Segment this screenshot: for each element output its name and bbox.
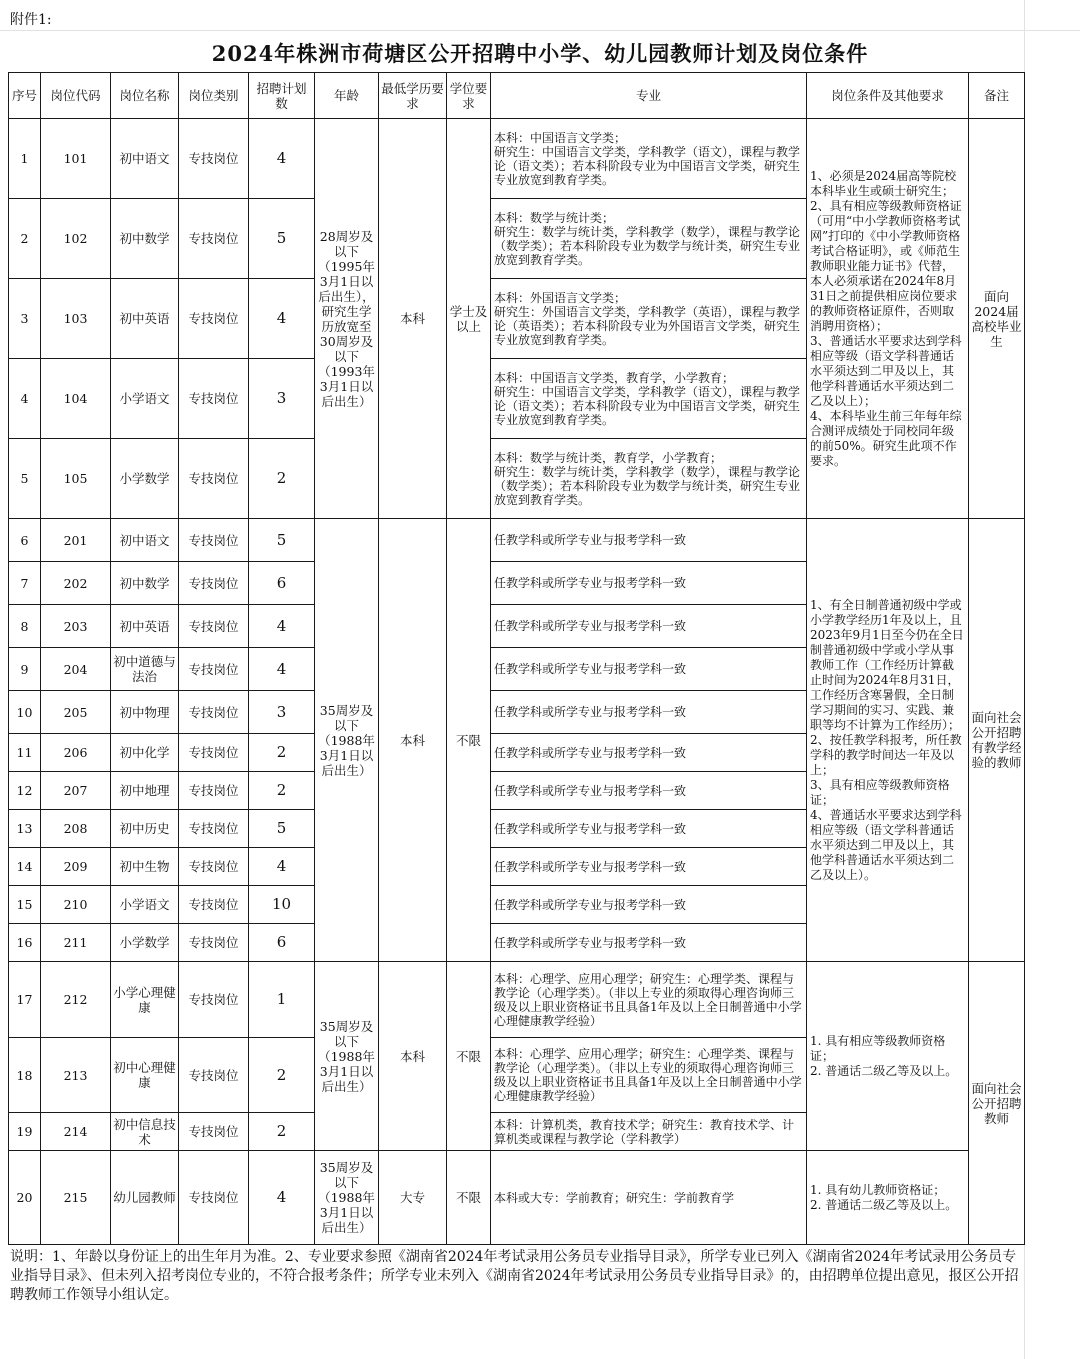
- education-cell: 大专: [379, 1151, 447, 1245]
- major-cell: 任教学科或所学专业与报考学科一致: [491, 691, 807, 734]
- code-cell: 207: [41, 772, 111, 810]
- seq-cell: 10: [9, 691, 41, 734]
- footnote: 说明：1、年龄以身份证上的出生年月为准。2、专业要求参照《湖南省2024年考试录用公务员专业指导目录》，所学专业已列入《湖南省2024年考试录用公务员专业指导目录》、但未列入招考岗位专业的，不符合报考条件；所学专业未列入《湖南省2024年考试录用公务员专业指导目录》的，由招聘单位提出意见，报区公开招聘教师工作领导小组认定。: [10, 1249, 1019, 1303]
- name-cell: 初中心理健康: [111, 1038, 179, 1113]
- code-cell: 211: [41, 924, 111, 962]
- name-cell: 初中数学: [111, 562, 179, 605]
- recruitment-table: [8, 72, 1025, 1245]
- seq-cell: 18: [9, 1038, 41, 1113]
- table-row: [9, 519, 1025, 562]
- header-category: 岗位类别: [179, 73, 249, 119]
- name-cell: 初中语文: [111, 519, 179, 562]
- count-cell: 2: [249, 772, 315, 810]
- seq-cell: 7: [9, 562, 41, 605]
- major-cell: 本科或大专：学前教育；研究生：学前教育学: [491, 1151, 807, 1245]
- seq-cell: 11: [9, 734, 41, 772]
- table-row: [9, 962, 1025, 1038]
- code-cell: 102: [41, 199, 111, 279]
- header-count: 招聘计划数: [249, 73, 315, 119]
- education-cell: 本科: [379, 962, 447, 1151]
- major-cell: 任教学科或所学专业与报考学科一致: [491, 810, 807, 848]
- category-cell: 专技岗位: [179, 279, 249, 359]
- count-cell: 4: [249, 605, 315, 648]
- name-cell: 初中物理: [111, 691, 179, 734]
- category-cell: 专技岗位: [179, 199, 249, 279]
- code-cell: 103: [41, 279, 111, 359]
- header-major: 专业: [491, 73, 807, 119]
- major-cell: 任教学科或所学专业与报考学科一致: [491, 848, 807, 886]
- count-cell: 5: [249, 519, 315, 562]
- count-cell: 3: [249, 691, 315, 734]
- major-cell: 任教学科或所学专业与报考学科一致: [491, 648, 807, 691]
- code-cell: 214: [41, 1113, 111, 1151]
- count-cell: 6: [249, 924, 315, 962]
- category-cell: 专技岗位: [179, 605, 249, 648]
- category-cell: 专技岗位: [179, 1113, 249, 1151]
- name-cell: 初中数学: [111, 199, 179, 279]
- code-cell: 104: [41, 359, 111, 439]
- header-degree: 学位要求: [447, 73, 491, 119]
- major-cell: 任教学科或所学专业与报考学科一致: [491, 562, 807, 605]
- code-cell: 208: [41, 810, 111, 848]
- category-cell: 专技岗位: [179, 1151, 249, 1245]
- header-name: 岗位名称: [111, 73, 179, 119]
- count-cell: 4: [249, 1151, 315, 1245]
- attachment-label: 附件1:: [10, 12, 52, 28]
- major-cell: 本科：数学与统计类，教育学，小学教育； 研究生：数学与统计类，学科教学（数学），课程与教学论（数学类）；若本科阶段专业为数学与统计类，研究生专业放宽到教育学类。: [491, 439, 807, 519]
- count-cell: 2: [249, 439, 315, 519]
- major-cell: 任教学科或所学专业与报考学科一致: [491, 605, 807, 648]
- remark-cell: 面向社会公开招聘有教学经验的教师: [969, 519, 1025, 962]
- count-cell: 4: [249, 848, 315, 886]
- count-cell: 4: [249, 119, 315, 199]
- count-cell: 4: [249, 648, 315, 691]
- category-cell: 专技岗位: [179, 1038, 249, 1113]
- conditions-cell: 1. 具有相应等级教师资格证； 2. 普通话二级乙等及以上。: [807, 962, 969, 1151]
- category-cell: 专技岗位: [179, 924, 249, 962]
- grid-line: [0, 30, 1080, 31]
- count-cell: 5: [249, 199, 315, 279]
- degree-cell: 不限: [447, 962, 491, 1151]
- seq-cell: 5: [9, 439, 41, 519]
- category-cell: 专技岗位: [179, 962, 249, 1038]
- name-cell: 初中道德与法治: [111, 648, 179, 691]
- category-cell: 专技岗位: [179, 119, 249, 199]
- count-cell: 5: [249, 810, 315, 848]
- age-cell: 35周岁及以下（1988年3月1日以后出生）: [315, 519, 379, 962]
- age-cell: 28周岁及以下（1995年3月1日以后出生），研究生学历放宽至30周岁及以下（1993年3月1日以后出生）: [315, 119, 379, 519]
- code-cell: 105: [41, 439, 111, 519]
- seq-cell: 17: [9, 962, 41, 1038]
- category-cell: 专技岗位: [179, 562, 249, 605]
- seq-cell: 15: [9, 886, 41, 924]
- seq-cell: 1: [9, 119, 41, 199]
- code-cell: 101: [41, 119, 111, 199]
- count-cell: 2: [249, 734, 315, 772]
- seq-cell: 3: [9, 279, 41, 359]
- seq-cell: 2: [9, 199, 41, 279]
- name-cell: 幼儿园教师: [111, 1151, 179, 1245]
- header-code: 岗位代码: [41, 73, 111, 119]
- seq-cell: 4: [9, 359, 41, 439]
- code-cell: 204: [41, 648, 111, 691]
- seq-cell: 8: [9, 605, 41, 648]
- table-body: [9, 119, 1025, 1245]
- conditions-cell: 1、有全日制普通初级中学或小学教学经历1年及以上，且2023年9月1日至今仍在全日制普通初级中学或小学从事教师工作（工作经历计算截止时间为2024年8月31日，工作经历含寒暑假，全日制学习期间的实习、实践、兼职等均不计算为工作经历）； 2、按任教学科报考，所任教学科的教学时间达一年及以上； 3、具有相应等级教师资格证； 4、普通话水平要求达到学科相应等级（语文学科普通话水平须达到二甲及以上，其他学科普通话水平须达到二乙及以上）。: [807, 519, 969, 962]
- seq-cell: 6: [9, 519, 41, 562]
- category-cell: 专技岗位: [179, 359, 249, 439]
- name-cell: 小学心理健康: [111, 962, 179, 1038]
- header-row: [9, 73, 1025, 119]
- count-cell: 10: [249, 886, 315, 924]
- major-cell: 任教学科或所学专业与报考学科一致: [491, 886, 807, 924]
- category-cell: 专技岗位: [179, 734, 249, 772]
- code-cell: 213: [41, 1038, 111, 1113]
- name-cell: 小学数学: [111, 439, 179, 519]
- category-cell: 专技岗位: [179, 691, 249, 734]
- major-cell: 本科：中国语言文学类，教育学，小学教育； 研究生：中国语言文学类，学科教学（语文），课程与教学论（语文类）；若本科阶段专业为中国语言文学类，研究生专业放宽到教育学类。: [491, 359, 807, 439]
- seq-cell: 9: [9, 648, 41, 691]
- page-title: 2024年株洲市荷塘区公开招聘中小学、幼儿园教师计划及岗位条件: [211, 41, 869, 66]
- code-cell: 212: [41, 962, 111, 1038]
- category-cell: 专技岗位: [179, 648, 249, 691]
- table-row: [9, 1151, 1025, 1245]
- major-cell: 任教学科或所学专业与报考学科一致: [491, 924, 807, 962]
- name-cell: 初中英语: [111, 605, 179, 648]
- major-cell: 本科：心理学、应用心理学；研究生：心理学类、课程与教学论（心理学类）。（非以上专业的须取得心理咨询师三级及以上职业资格证书且具备1年及以上全日制普通中小学心理健康教学经验）: [491, 1038, 807, 1113]
- remark-cell: 面向社会公开招聘教师: [969, 962, 1025, 1245]
- name-cell: 初中英语: [111, 279, 179, 359]
- conditions-cell: 1、必须是2024届高等院校本科毕业生或硕士研究生； 2、具有相应等级教师资格证（可用“中小学教师资格考试网”打印的《中小学教师资格考试合格证明》，或《师范生教师职业能力证书》代替，本人必须承诺在2024年8月31日之前提供相应岗位要求的教师资格证原件，否则取消聘用资格）； 3、普通话水平要求达到学科相应等级（语文学科普通话水平须达到二甲及以上，其他学科普通话水平须达到二乙及以上）； 4、本科毕业生前三年每年综合测评成绩处于同校同年级的前50%。研究生此项不作要求。: [807, 119, 969, 519]
- major-cell: 任教学科或所学专业与报考学科一致: [491, 772, 807, 810]
- major-cell: 任教学科或所学专业与报考学科一致: [491, 519, 807, 562]
- major-cell: 本科：计算机类，教育技术学；研究生：教育技术学、计算机类或课程与教学论（学科教学）: [491, 1113, 807, 1151]
- seq-cell: 13: [9, 810, 41, 848]
- seq-cell: 12: [9, 772, 41, 810]
- seq-cell: 16: [9, 924, 41, 962]
- code-cell: 210: [41, 886, 111, 924]
- age-cell: 35周岁及以下（1988年3月1日以后出生）: [315, 1151, 379, 1245]
- code-cell: 201: [41, 519, 111, 562]
- header-seq: 序号: [9, 73, 41, 119]
- header-age: 年龄: [315, 73, 379, 119]
- degree-cell: 学士及以上: [447, 119, 491, 519]
- degree-cell: 不限: [447, 1151, 491, 1245]
- major-cell: 本科：中国语言文学类； 研究生：中国语言文学类，学科教学（语文），课程与教学论（语文类）；若本科阶段专业为中国语言文学类，研究生专业放宽到教育学类。: [491, 119, 807, 199]
- name-cell: 小学数学: [111, 924, 179, 962]
- category-cell: 专技岗位: [179, 439, 249, 519]
- code-cell: 203: [41, 605, 111, 648]
- name-cell: 初中语文: [111, 119, 179, 199]
- major-cell: 本科：外国语言文学类； 研究生：外国语言文学类，学科教学（英语），课程与教学论（英语类）；若本科阶段专业为外国语言文学类，研究生专业放宽到教育学类。: [491, 279, 807, 359]
- name-cell: 初中信息技术: [111, 1113, 179, 1151]
- education-cell: 本科: [379, 519, 447, 962]
- header-conditions: 岗位条件及其他要求: [807, 73, 969, 119]
- remark-cell: 面向2024届高校毕业生: [969, 119, 1025, 519]
- code-cell: 206: [41, 734, 111, 772]
- code-cell: 215: [41, 1151, 111, 1245]
- count-cell: 2: [249, 1038, 315, 1113]
- education-cell: 本科: [379, 119, 447, 519]
- category-cell: 专技岗位: [179, 848, 249, 886]
- major-cell: 本科：心理学、应用心理学；研究生：心理学类、课程与教学论（心理学类）。（非以上专业的须取得心理咨询师三级及以上职业资格证书且具备1年及以上全日制普通中小学心理健康教学经验）: [491, 962, 807, 1038]
- degree-cell: 不限: [447, 519, 491, 962]
- seq-cell: 14: [9, 848, 41, 886]
- category-cell: 专技岗位: [179, 886, 249, 924]
- major-cell: 任教学科或所学专业与报考学科一致: [491, 734, 807, 772]
- seq-cell: 19: [9, 1113, 41, 1151]
- seq-cell: 20: [9, 1151, 41, 1245]
- name-cell: 初中化学: [111, 734, 179, 772]
- major-cell: 本科：数学与统计类； 研究生：数学与统计类，学科教学（数学），课程与教学论（数学类）；若本科阶段专业为数学与统计类，研究生专业放宽到教育学类。: [491, 199, 807, 279]
- category-cell: 专技岗位: [179, 519, 249, 562]
- name-cell: 初中历史: [111, 810, 179, 848]
- conditions-cell: 1. 具有幼儿教师资格证； 2. 普通话二级乙等及以上。: [807, 1151, 969, 1245]
- category-cell: 专技岗位: [179, 772, 249, 810]
- count-cell: 2: [249, 1113, 315, 1151]
- name-cell: 初中生物: [111, 848, 179, 886]
- code-cell: 202: [41, 562, 111, 605]
- code-cell: 205: [41, 691, 111, 734]
- header-education: 最低学历要求: [379, 73, 447, 119]
- code-cell: 209: [41, 848, 111, 886]
- category-cell: 专技岗位: [179, 810, 249, 848]
- count-cell: 6: [249, 562, 315, 605]
- name-cell: 初中地理: [111, 772, 179, 810]
- age-cell: 35周岁及以下（1988年3月1日以后出生）: [315, 962, 379, 1151]
- name-cell: 小学语文: [111, 886, 179, 924]
- count-cell: 3: [249, 359, 315, 439]
- count-cell: 4: [249, 279, 315, 359]
- count-cell: 1: [249, 962, 315, 1038]
- name-cell: 小学语文: [111, 359, 179, 439]
- table-row: [9, 119, 1025, 199]
- header-remark: 备注: [969, 73, 1025, 119]
